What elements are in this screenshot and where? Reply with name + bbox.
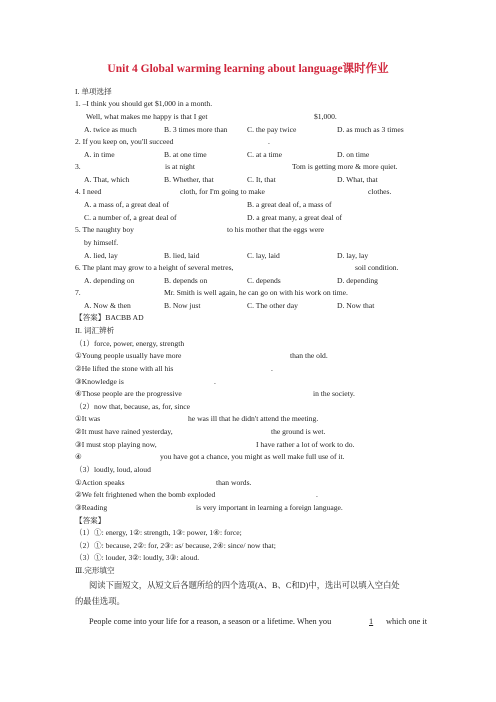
section-header-single-choice: I. 单项选择	[75, 87, 112, 96]
item-text: ③Reading	[75, 503, 108, 512]
option-d: D. depending	[337, 276, 378, 285]
question-2-end: .	[268, 137, 270, 146]
option-c: C. at a time	[247, 150, 283, 159]
item-text: ②He lifted the stone with all his	[75, 364, 174, 373]
group-3-header: （3）loudly, loud, aloud	[75, 465, 151, 474]
option-b: B. lied, laid	[164, 251, 200, 260]
question-5-mid: to his mother that the eggs were	[227, 225, 325, 234]
item-end: .	[271, 364, 273, 373]
option-d: D. as much as 3 times	[337, 125, 404, 134]
item-text: ①Young people usually have more	[75, 351, 182, 360]
option-d: D. on time	[337, 150, 370, 159]
item-text: ③I must stop playing now,	[75, 440, 157, 449]
section-header-vocabulary: II. 词汇辨析	[75, 326, 115, 335]
item-text: ④	[75, 452, 82, 461]
question-6-text: 6. The plant may grow to a height of several metres,	[75, 263, 234, 272]
group-1-header: （1）force, power, energy, strength	[75, 339, 185, 348]
option-a: A. in time	[84, 150, 115, 159]
group-2-header: （2）now that, because, as, for, since	[75, 402, 191, 411]
option-d: D. a great many, a great deal of	[247, 213, 343, 222]
option-b: B. a great deal of, a mass of	[247, 200, 332, 209]
answer-key-2-line-1: （1）①: energy, 1②: strength, 1③: power, 1④: force;	[75, 528, 242, 537]
answer-key-2-line-2: （2）①: because, 2②: for, 2③: as/ because, 2④: since/ now that;	[75, 541, 276, 550]
answer-key-2-line-3: （3）①: louder, 3②: loudly, 3③: aloud.	[75, 553, 200, 562]
item-text: ②It must have rained yesterday,	[75, 427, 173, 436]
option-c: C. depends	[247, 276, 281, 285]
question-1-text: Well, what makes me happy is that I get	[86, 112, 208, 121]
option-d: D. Now that	[337, 301, 375, 310]
option-b: B. Whether, that	[164, 175, 214, 184]
item-end: in the society.	[313, 389, 355, 398]
question-1: 1. –I think you should get $1,000 in a month.	[75, 99, 213, 108]
option-a: A. twice as much	[84, 125, 137, 134]
question-1-end: $1,000.	[314, 112, 337, 121]
question-7-number: 7.	[75, 288, 81, 297]
question-3-mid: is at night	[165, 162, 195, 171]
question-7-end: Mr. Smith is well again, he can go on with his work on time.	[164, 288, 348, 297]
option-a: A. Now & then	[84, 301, 131, 310]
option-b: B. at one time	[164, 150, 207, 159]
option-d: D. lay, lay	[337, 251, 369, 260]
option-c: C. lay, laid	[247, 251, 280, 260]
instructions-line-1: 阅读下面短文，从短文后各题所给的四个选项(A、B、C和D)中，选出可以填入空白处	[89, 581, 400, 590]
instructions-line-2: 的最佳选项。	[75, 597, 125, 606]
section-header-cloze: Ⅲ.完形填空	[75, 566, 115, 575]
item-end: the ground is wet.	[271, 427, 326, 436]
item-end: .	[214, 377, 216, 386]
question-2-text: 2. If you keep on, you'll succeed	[75, 137, 174, 146]
paragraph-text: People come into your life for a reason, a season or a lifetime. When you	[89, 617, 332, 626]
question-5-text: 5. The naughty boy	[75, 225, 134, 234]
question-4-end: clothes.	[368, 187, 392, 196]
item-text: ②We felt frightened when the bomb exploded	[75, 490, 216, 499]
option-b: B. Now just	[164, 301, 201, 310]
question-3-end: Tom is getting more & more quiet.	[292, 162, 398, 171]
question-4-text: 4. I need	[75, 187, 102, 196]
answer-key-2: 【答案】	[75, 516, 106, 525]
item-text: ①Action speaks	[75, 478, 125, 487]
page-title: Unit 4 Global warming learning about language课时作业	[107, 63, 389, 75]
item-text: ④Those people are the progressive	[75, 389, 182, 398]
item-end: I have rather a lot of work to do.	[256, 440, 355, 449]
option-a: A. a mass of, a great deal of	[84, 200, 169, 209]
item-end: you have got a chance, you might as well make full use of it.	[160, 452, 345, 461]
answer-key-1: 【答案】BACBB AD	[75, 313, 144, 322]
item-end: than words.	[216, 478, 252, 487]
blank-1: 1	[369, 617, 374, 626]
option-d: D. What, that	[337, 175, 378, 184]
option-b: B. depends on	[164, 276, 208, 285]
item-text: ③Knowledge is	[75, 377, 124, 386]
item-end: he was ill that he didn't attend the meeting.	[188, 414, 319, 423]
item-end: .	[316, 490, 318, 499]
item-text: ①It was	[75, 414, 101, 423]
question-5-line2: by himself.	[84, 238, 119, 247]
question-6-end: soil condition.	[355, 263, 399, 272]
option-a: A. depending on	[84, 276, 135, 285]
option-c: C. a number of, a great deal of	[84, 213, 177, 222]
item-end: is very important in learning a foreign language.	[196, 503, 343, 512]
item-end: than the old.	[290, 351, 328, 360]
option-b: B. 3 times more than	[164, 125, 228, 134]
option-c: C. the pay twice	[247, 125, 297, 134]
paragraph-end: which one it	[386, 617, 428, 626]
option-a: A. lied, lay	[84, 251, 118, 260]
question-4-mid: cloth, for I'm going to make	[180, 187, 265, 196]
option-c: C. The other day	[247, 301, 298, 310]
option-c: C. It, that	[247, 175, 276, 184]
option-a: A. That, which	[84, 175, 130, 184]
question-3-number: 3.	[75, 162, 81, 171]
